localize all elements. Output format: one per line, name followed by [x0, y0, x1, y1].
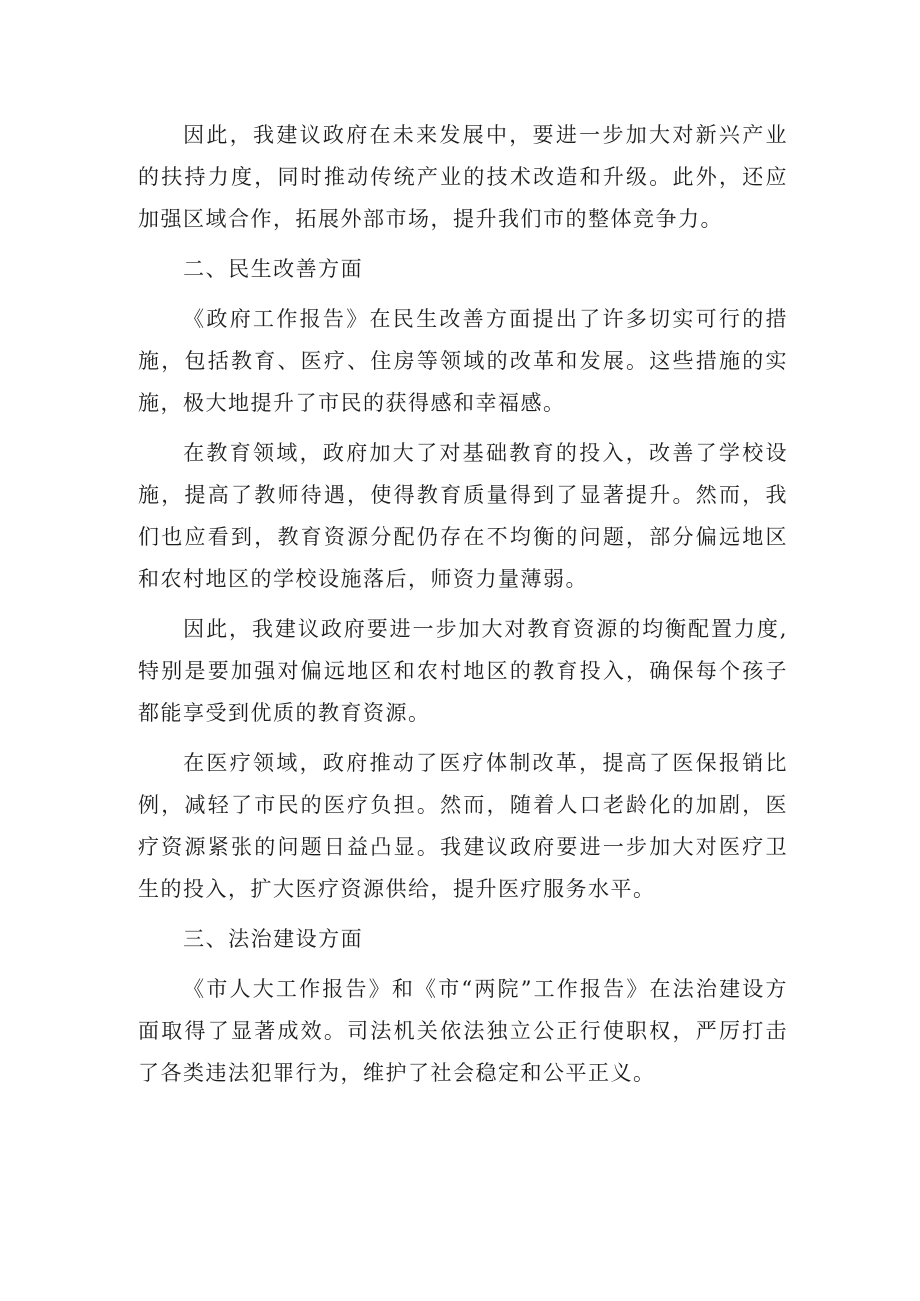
paragraph-livelihood-measures: 《政府工作报告》在民生改善方面提出了许多切实可行的措施，包括教育、医疗、住房等领域的改革和发展。这些措施的实施，极大地提升了市民的获得感和幸福感。 — [138, 307, 788, 415]
paragraph-education: 在教育领域，政府加大了对基础教育的投入，改善了学校设施，提高了教师待遇，使得教育质量得到了显著提升。然而，我们也应看到，教育资源分配仍存在不均衡的问题，部分偏远地区和农村地区的学校设施落后，师资力量薄弱。 — [138, 441, 788, 591]
section-heading-rule-of-law: 三、法治建设方面 — [183, 927, 364, 951]
document-body — [138, 114, 788, 1102]
paragraph-industry-support: 因此，我建议政府在未来发展中，要进一步加大对新兴产业的扶持力度，同时推动传统产业的技术改造和升级。此外，还应加强区域合作，拓展外部市场，提升我们市的整体竞争力。 — [138, 123, 788, 231]
paragraph-rule-of-law: 《市人大工作报告》和《市“两院”工作报告》在法治建设方面取得了显著成效。司法机关依法独立公正行使职权，严厉打击了各类违法犯罪行为，维护了社会稳定和公平正义。 — [138, 977, 788, 1085]
section-heading-livelihood: 二、民生改善方面 — [183, 257, 364, 281]
paragraph-healthcare: 在医疗领域，政府推动了医疗体制改革，提高了医保报销比例，减轻了市民的医疗负担。然而，随着人口老龄化的加剧，医疗资源紧张的问题日益凸显。我建议政府要进一步加大对医疗卫生的投入，扩大医疗资源供给，提升医疗服务水平。 — [138, 751, 788, 901]
paragraph-education-recommendation: 因此，我建议政府要进一步加大对教育资源的均衡配置力度,特别是要加强对偏远地区和农村地区的教育投入，确保每个孩子都能享受到优质的教育资源。 — [138, 617, 788, 725]
